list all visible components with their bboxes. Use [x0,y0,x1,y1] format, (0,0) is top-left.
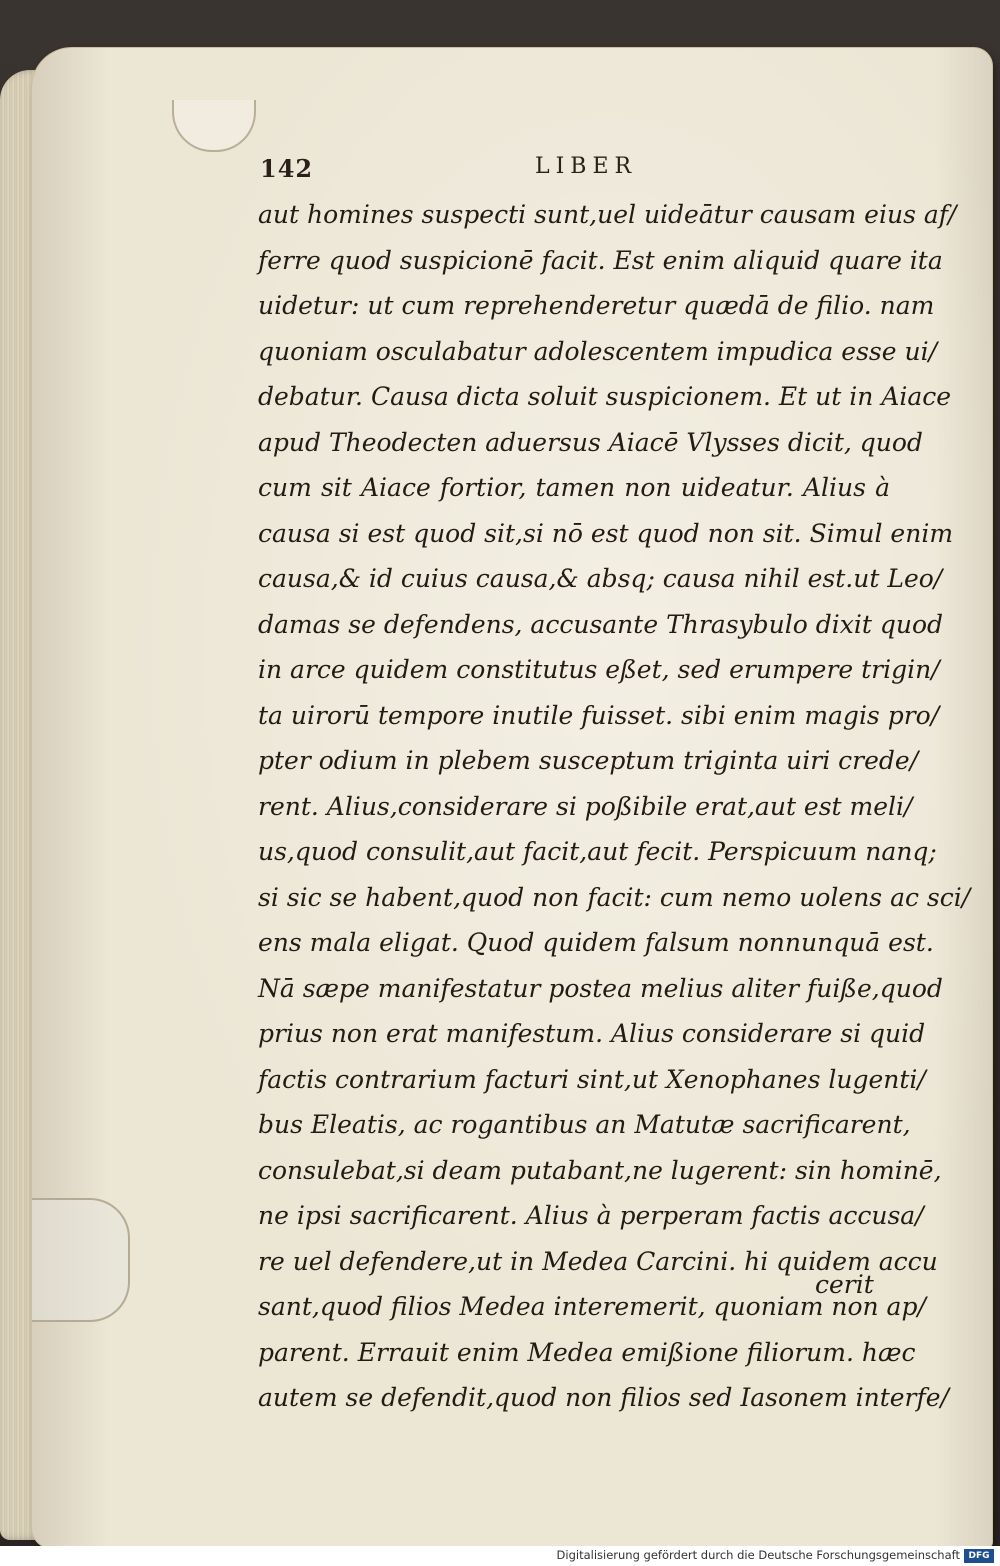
text-line: consulebat,si deam putabant,ne lugerent: sin hominē, [258,1155,942,1185]
digitization-footer [0,1546,1000,1566]
text-line: parent. Errauit enim Medea emißione filiorum. hæc [258,1337,916,1367]
text-line: re uel defendere,ut in Medea Carcini. hi quidem accu [258,1246,938,1276]
text-line: debatur. Causa dicta soluit suspicionem. Et ut in Aiace [258,382,952,411]
text-line: bus Eleatis, ac rogantibus an Matutæ sacrificarent, [258,1110,911,1139]
text-line: sant,quod filios Medea interemerit, quoniam non ap/ [258,1292,926,1321]
text-line: ens mala eligat. Quod quidem falsum nonnunquā est. [258,928,934,957]
text-line: ta uirorū tempore inutile fuisset. sibi enim magis pro/ [258,700,940,730]
text-line: factis contrarium facturi sint,ut Xenophanes lugenti/ [258,1064,926,1094]
running-head: LIBER [535,154,638,179]
text-line: si sic se habent,quod non facit: cum nemo uolens ac sci/ [258,882,971,912]
dfg-logo: DFG [964,1549,994,1563]
text-line: in arce quidem constitutus eßet, sed erumpere trigin/ [258,655,940,684]
text-line: Nā sæpe manifestatur postea melius aliter fuiße,quod [258,973,943,1003]
text-line: ne ipsi sacrificarent. Alius à perperam factis accusa/ [258,1201,924,1230]
page-header [255,148,895,192]
text-line: causa si est quod sit,si nō est quod non sit. Simul enim [258,518,954,548]
text-line: rent. Alius,considerare si poßibile erat,aut est meli/ [258,791,913,821]
text-line: uidetur: ut cum reprehenderetur quædā de filio. nam [258,291,935,320]
text-line: causa,& id cuius causa,& absq; causa nihil est.ut Leo/ [258,564,943,593]
footer-credit: Digitalisierung gefördert durch die Deutsche Forschungsgemeinschaft [556,1548,960,1562]
text-line: pter odium in plebem susceptum triginta uiri crede/ [258,746,919,775]
catchword: cerit [815,1270,874,1299]
clip-mark-top [172,100,256,152]
text-block [258,192,971,1421]
page-number: 142 [260,154,314,183]
text-line: damas se defendens, accusante Thrasybulo dixit quod [258,609,943,639]
text-line: aut homines suspecti sunt,uel uideātur causam eius af/ [258,200,957,229]
text-line: ferre quod suspicionē facit. Est enim aliquid quare ita [258,245,943,275]
clip-mark-side [32,1198,130,1322]
text-line: quoniam osculabatur adolescentem impudica esse ui/ [258,336,937,366]
text-line: autem se defendit,quod non filios sed Iasonem interfe/ [258,1383,949,1412]
text-line: us,quod consulit,aut facit,aut fecit. Perspicuum nanq; [258,837,937,866]
text-line: apud Theodecten aduersus Aiacē Vlysses dicit, quod [258,427,923,457]
text-line: cum sit Aiace fortior, tamen non uideatur. Alius à [258,473,890,502]
text-line: prius non erat manifestum. Alius considerare si quid [258,1019,926,1048]
